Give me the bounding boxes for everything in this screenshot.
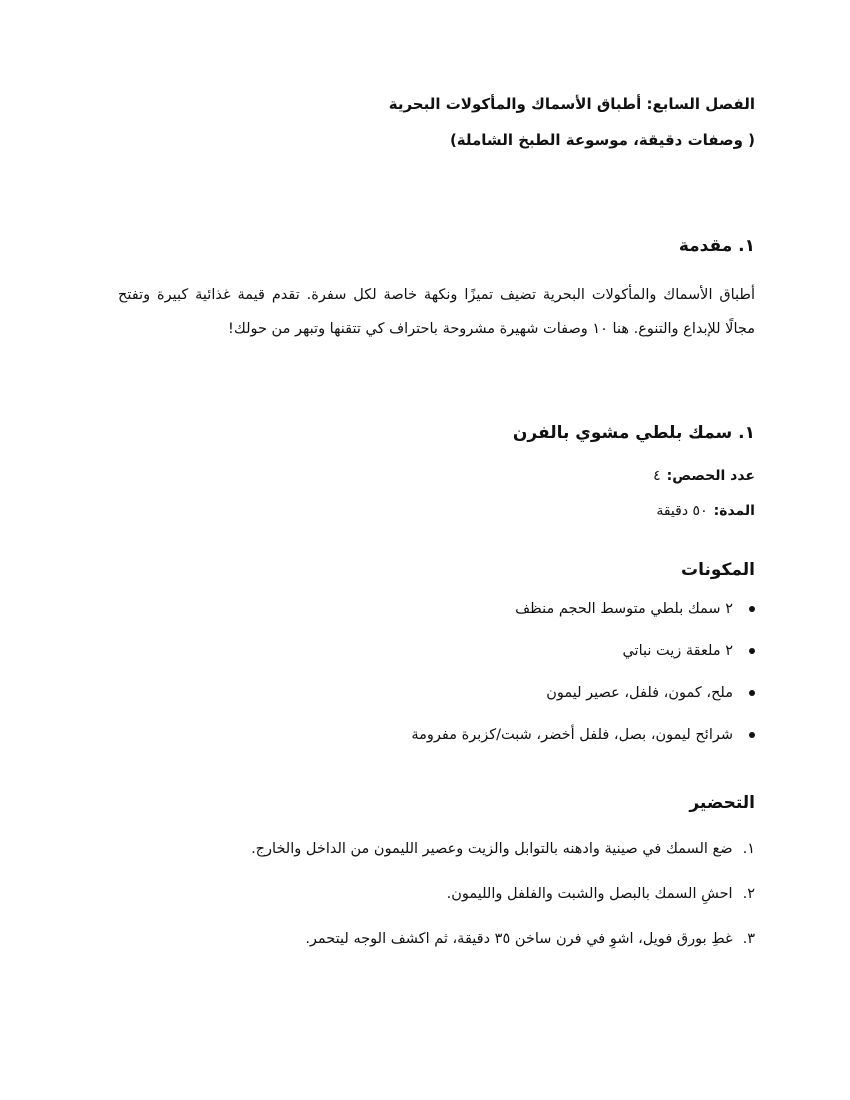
servings-value: ٤ — [653, 468, 661, 484]
step-item — [251, 838, 755, 860]
bullet-icon — [749, 606, 755, 612]
duration-label: المدة: — [713, 503, 755, 519]
intro-paragraph: أطباق الأسماك والمأكولات البحرية تضيف تميزًا ونكهة خاصة لكل سفرة. تقدم قيمة غذائية كبيرة وتفتح مجالًا للإبداع والتنوع. هنا ١٠ وصفات شهيرة مشروحة باحتراف كي تتقنها وتبهر من حولك! — [118, 287, 755, 337]
step-number: ١. — [742, 841, 755, 857]
step-item — [251, 883, 755, 905]
step-number: ٢. — [742, 886, 755, 902]
intro-heading: ١. مقدمة — [678, 236, 755, 256]
step-number: ٣. — [742, 931, 755, 947]
servings-label: عدد الحصص: — [666, 468, 755, 484]
ingredient-text: شرائح ليمون، بصل، فلفل أخضر، شبت/كزبرة مفرومة — [411, 727, 733, 743]
chapter-subtitle: ( وصفات دقيقة، موسوعة الطبخ الشاملة) — [449, 131, 755, 149]
ingredient-item — [411, 724, 733, 746]
step-text: ضع السمك في صينية وادهنه بالتوابل والزيت وعصير الليمون من الداخل والخارج. — [251, 841, 733, 857]
ingredient-text: ملح، كمون، فلفل، عصير ليمون — [546, 685, 733, 701]
step-text: احشِ السمك بالبصل والشبت والفلفل والليمون. — [446, 886, 733, 902]
duration-line — [656, 500, 755, 522]
recipe-title: ١. سمك بلطي مشوي بالفرن — [512, 423, 755, 443]
ingredient-text: ٢ ملعقة زيت نباتي — [622, 643, 733, 659]
step-text: غطِ بورق فويل، اشوِ في فرن ساخن ٣٥ دقيقة، ثم اكشف الوجه ليتحمر. — [305, 931, 733, 947]
step-item — [251, 928, 755, 950]
document-page — [118, 0, 755, 1100]
preparation-heading: التحضير — [689, 793, 755, 813]
ingredients-heading: المكونات — [680, 560, 755, 580]
servings-line — [653, 465, 755, 487]
bullet-icon — [749, 732, 755, 738]
bullet-icon — [749, 690, 755, 696]
chapter-title: الفصل السابع: أطباق الأسماك والمأكولات البحرية — [388, 95, 755, 113]
preparation-steps — [251, 838, 755, 973]
ingredient-item — [411, 598, 733, 620]
ingredient-text: ٢ سمك بلطي متوسط الحجم منظف — [515, 601, 733, 617]
bullet-icon — [749, 648, 755, 654]
ingredient-item — [411, 640, 733, 662]
ingredient-item — [411, 682, 733, 704]
ingredients-list — [411, 598, 755, 766]
duration-value: ٥٠ دقيقة — [656, 503, 708, 519]
